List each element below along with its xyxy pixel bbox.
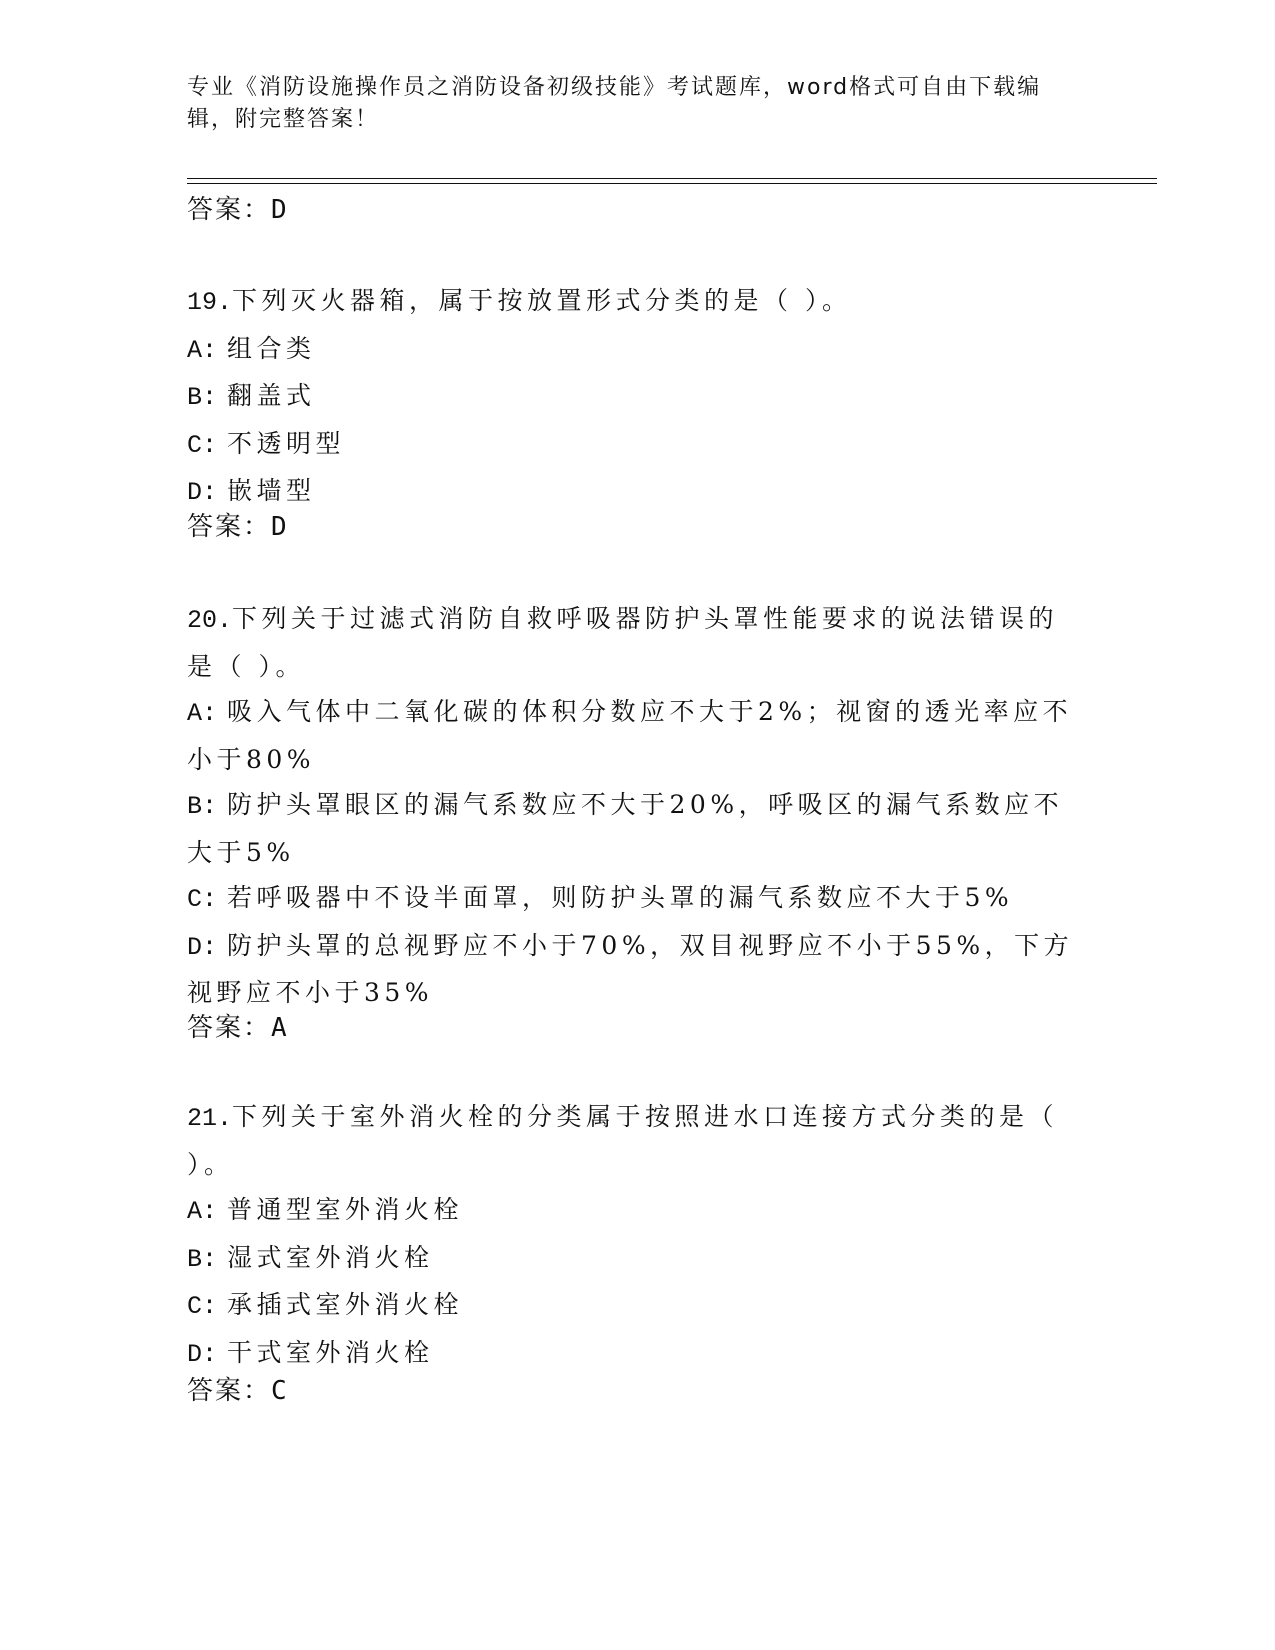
- option-text: 普通型室外消火栓: [227, 1195, 464, 1224]
- option-label: D:: [187, 1339, 218, 1369]
- answer-21: [187, 1375, 289, 1407]
- question-text: 下列关于过滤式消防自救呼吸器防护头罩性能要求的说法错误的是（ ）。: [187, 604, 1059, 681]
- option-a: [187, 689, 1087, 782]
- question-stem: [187, 1094, 1087, 1187]
- option-label: B:: [187, 792, 218, 821]
- option-c: [187, 1282, 1087, 1330]
- option-text: 若呼吸器中不设半面罩，则防护头罩的漏气系数应不大于5%: [227, 883, 1014, 912]
- question-number: 19.: [187, 288, 233, 317]
- question-stem: [187, 278, 1087, 326]
- header-divider-top: [187, 178, 1157, 179]
- question-21: [187, 1094, 1087, 1377]
- option-d: [187, 923, 1087, 1016]
- option-label: C:: [187, 1292, 218, 1321]
- option-label: D:: [187, 932, 218, 962]
- answer-20: [187, 1012, 289, 1044]
- option-text: 不透明型: [227, 428, 346, 458]
- answer-label: 答案：: [187, 1013, 272, 1043]
- option-d: [187, 468, 1087, 516]
- answer-value: D: [271, 512, 289, 542]
- answer-19: [187, 511, 289, 543]
- question-text: 下列灭火器箱，属于按放置形式分类的是（ ）。: [232, 286, 852, 315]
- option-text: 吸入气体中二氧化碳的体积分数应不大于2%；视窗的透光率应不小于80%: [187, 697, 1073, 774]
- option-text: 防护头罩眼区的漏气系数应不大于20%，呼吸区的漏气系数应不大于5%: [187, 790, 1064, 867]
- option-label: C:: [187, 430, 218, 460]
- option-label: B:: [187, 383, 218, 412]
- question-number: 21.: [187, 1104, 233, 1133]
- header-divider-bottom: [187, 183, 1157, 184]
- option-label: C:: [187, 885, 218, 914]
- answer-label: 答案：: [187, 1376, 272, 1406]
- option-text: 湿式室外消火栓: [227, 1242, 434, 1272]
- question-stem: [187, 596, 1087, 689]
- question-20: [187, 596, 1087, 1016]
- option-label: A:: [187, 699, 218, 728]
- option-text: 翻盖式: [227, 381, 316, 410]
- question-text: 下列关于室外消火栓的分类属于按照进水口连接方式分类的是（ ）。: [187, 1102, 1059, 1179]
- option-c: [187, 875, 1087, 923]
- option-a: [187, 1187, 1087, 1235]
- option-label: A:: [187, 335, 218, 365]
- option-a: [187, 326, 1087, 374]
- question-number: 20.: [187, 606, 233, 635]
- answer-label: 答案：: [187, 512, 272, 542]
- option-label: B:: [187, 1244, 218, 1274]
- option-b: [187, 373, 1087, 421]
- answer-value: A: [271, 1013, 289, 1043]
- document-header: 专业《消防设施操作员之消防设备初级技能》考试题库，word格式可自由下载编辑，附完整答案！: [187, 75, 1042, 132]
- option-b: [187, 782, 1087, 875]
- option-label: A:: [187, 1197, 218, 1226]
- option-b: [187, 1235, 1087, 1283]
- option-text: 干式室外消火栓: [227, 1337, 434, 1367]
- question-19: [187, 278, 1087, 516]
- answer-label: 答案：: [187, 195, 272, 225]
- option-text: 嵌墙型: [227, 476, 316, 505]
- option-d: [187, 1330, 1087, 1378]
- option-c: [187, 421, 1087, 469]
- answer-value: D: [271, 195, 289, 225]
- answer-value: C: [271, 1376, 289, 1406]
- option-text: 承插式室外消火栓: [227, 1290, 464, 1319]
- option-text: 防护头罩的总视野应不小于70%，双目视野应不小于55%，下方视野应不小于35%: [187, 930, 1074, 1007]
- option-text: 组合类: [227, 333, 316, 363]
- option-label: D:: [187, 478, 218, 507]
- previous-answer: [187, 194, 289, 226]
